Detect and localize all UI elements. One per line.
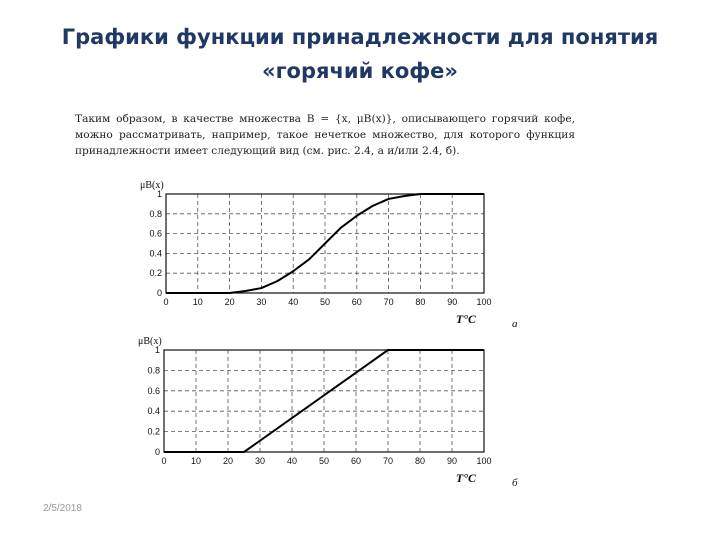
y-tick-label: 0.8	[149, 208, 162, 219]
x-tick-label: 50	[318, 456, 330, 466]
panel-letter: а	[512, 318, 518, 330]
x-tick-label: 0	[161, 456, 167, 466]
x-tick-label: 90	[447, 297, 458, 307]
y-axis-label: μB(x)	[140, 180, 164, 191]
x-tick-label: 0	[163, 297, 169, 307]
slide-title-line1: Графики функции принадлежности для понятия	[61, 25, 659, 49]
x-axis-label: T°C	[455, 471, 477, 485]
x-tick-label: 70	[383, 297, 394, 307]
x-tick-label: 40	[286, 456, 298, 466]
y-axis-label: μB(x)	[138, 336, 162, 347]
x-axis-label: T°C	[455, 312, 477, 326]
x-tick-label: 20	[222, 456, 234, 466]
y-tick-label: 0	[154, 447, 160, 457]
x-tick-label: 10	[190, 456, 202, 466]
x-tick-label: 100	[476, 456, 492, 466]
panel-letter: б	[512, 477, 518, 489]
x-tick-label: 50	[319, 297, 331, 307]
y-tick-label: 0.2	[147, 426, 160, 437]
y-tick-label: 1	[156, 189, 162, 199]
y-tick-label: 0.6	[149, 228, 162, 239]
x-tick-label: 30	[254, 456, 266, 466]
x-tick-label: 80	[415, 297, 426, 307]
slide-date: 2/5/2018	[43, 503, 82, 514]
x-tick-label: 90	[446, 456, 458, 466]
slide-body-text: Таким образом, в качестве множества B = {x, μB(x)}, описывающего горячий кофе, можно рассматривать, например, такое нечеткое множество, для которого функция принадлежности имеет следующий вид (см. рис. 2.4, а и/или 2.4, б).	[75, 113, 575, 157]
x-tick-label: 80	[414, 456, 426, 466]
y-tick-label: 0.6	[147, 385, 160, 396]
y-tick-label: 0.4	[149, 248, 162, 259]
x-tick-label: 20	[224, 297, 235, 307]
slide-title-line2: «горячий кофе»	[262, 59, 458, 83]
x-tick-label: 10	[192, 297, 203, 307]
y-tick-label: 0.2	[149, 268, 162, 279]
y-tick-label: 0	[156, 288, 162, 298]
y-tick-label: 1	[154, 345, 160, 355]
x-tick-label: 40	[288, 297, 299, 307]
y-tick-label: 0.4	[147, 406, 160, 417]
x-tick-label: 100	[476, 297, 492, 307]
x-tick-label: 30	[256, 297, 267, 307]
x-tick-label: 60	[350, 456, 362, 466]
x-tick-label: 70	[382, 456, 394, 466]
y-tick-label: 0.8	[147, 365, 160, 376]
x-tick-label: 60	[351, 297, 362, 307]
